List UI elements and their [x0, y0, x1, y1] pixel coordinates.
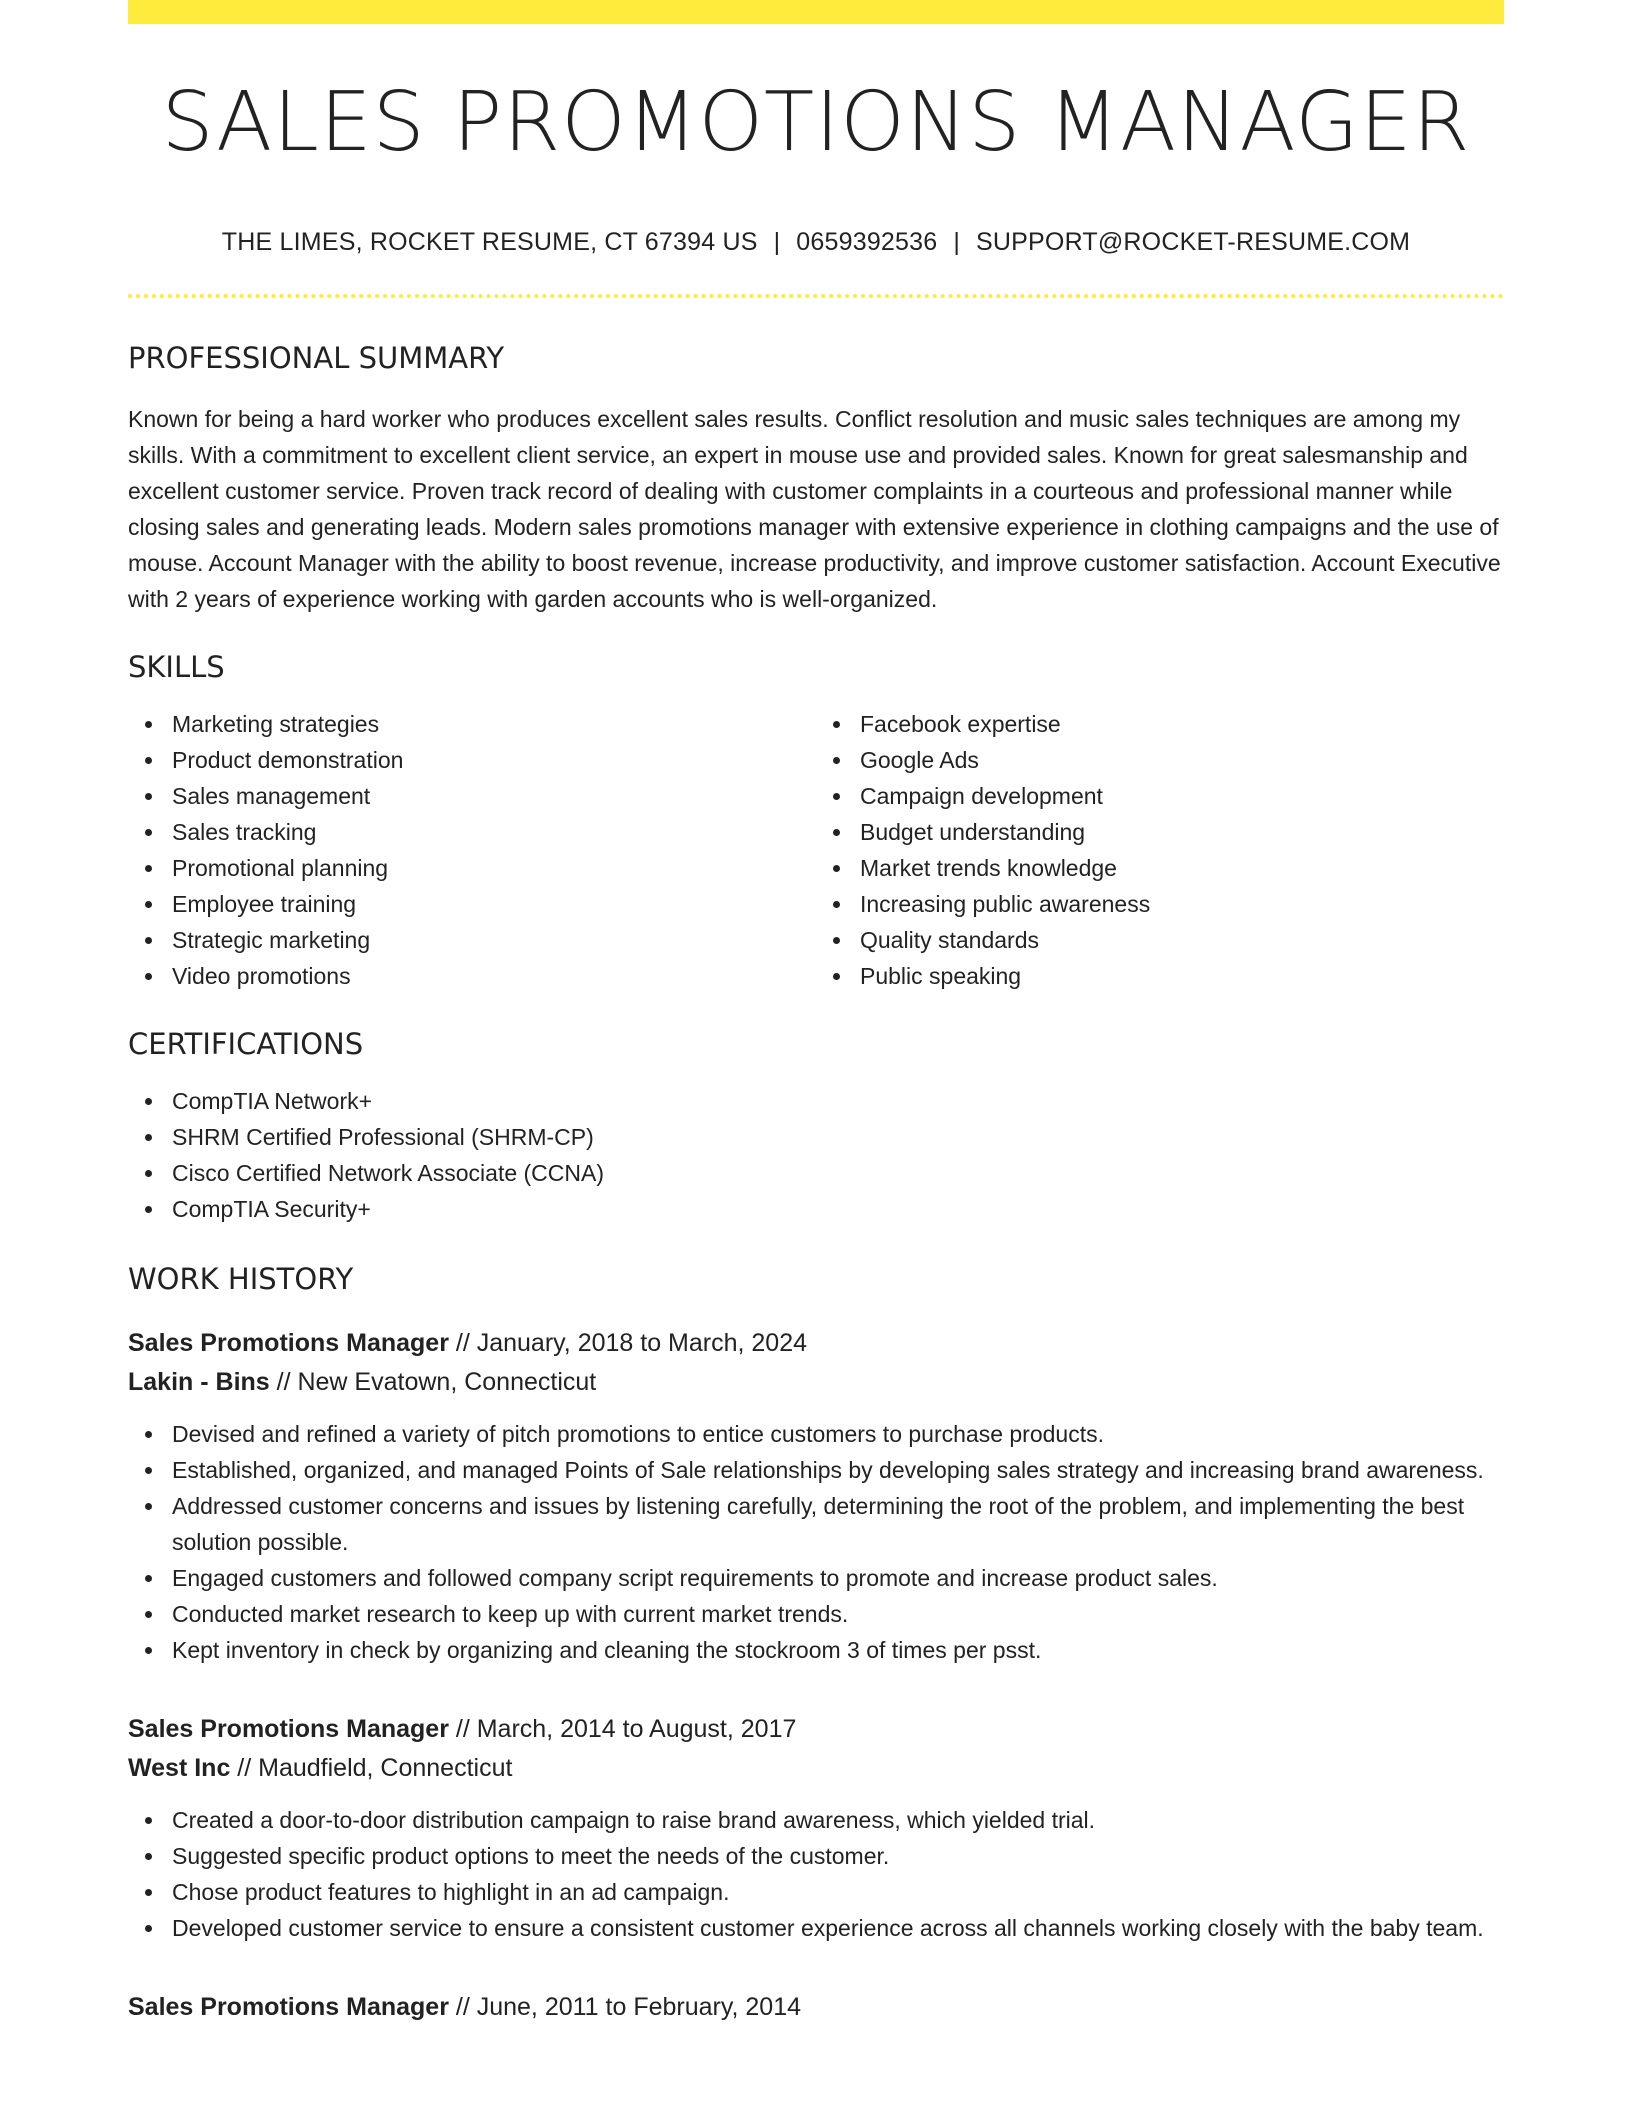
job-bullet: Established, organized, and managed Points of Sale relationships by developing sales strategy and increasing brand awareness.	[172, 1452, 1504, 1488]
job-dates: // June, 2011 to February, 2014	[448, 1993, 802, 2021]
skill-item: Sales tracking	[172, 814, 816, 850]
skill-item: Increasing public awareness	[860, 886, 1504, 922]
skills-columns	[128, 706, 1504, 994]
skill-item: Strategic marketing	[172, 922, 816, 958]
certifications-heading: CERTIFICATIONS	[128, 1027, 364, 1061]
skills-list-right	[816, 706, 1504, 994]
summary-heading: PROFESSIONAL SUMMARY	[128, 341, 505, 375]
job-company: Lakin - Bins	[128, 1368, 270, 1396]
job-bullet: Chose product features to highlight in an ad campaign.	[172, 1874, 1504, 1910]
job-title: Sales Promotions Manager	[128, 1329, 449, 1357]
job-bullets	[128, 1802, 1504, 1946]
skill-item: Product demonstration	[172, 742, 816, 778]
contact-line	[128, 230, 1504, 255]
certification-item: SHRM Certified Professional (SHRM-CP)	[172, 1119, 1504, 1155]
certifications-list	[128, 1083, 1504, 1227]
job-title-line	[128, 1988, 1504, 2027]
job-bullet: Developed customer service to ensure a consistent customer experience across all channels working closely with the baby team.	[172, 1910, 1504, 1946]
job-bullet: Conducted market research to keep up with current market trends.	[172, 1596, 1504, 1632]
skill-item: Public speaking	[860, 958, 1504, 994]
job-title-line	[128, 1324, 1504, 1363]
job-bullet: Addressed customer concerns and issues by listening carefully, determining the root of the problem, and implementing the best solution possible.	[172, 1488, 1504, 1560]
job-title: Sales Promotions Manager	[128, 1715, 449, 1743]
certification-item: Cisco Certified Network Associate (CCNA)	[172, 1155, 1504, 1191]
skill-item: Budget understanding	[860, 814, 1504, 850]
skill-item: Promotional planning	[172, 850, 816, 886]
job-title-line	[128, 1710, 1504, 1749]
dotted-divider	[128, 294, 1504, 298]
job-entry	[128, 1324, 1504, 1668]
job-dates: // January, 2018 to March, 2024	[448, 1329, 808, 1357]
job-dates: // March, 2014 to August, 2017	[448, 1715, 797, 1743]
job-location: // New Evatown, Connecticut	[269, 1368, 597, 1396]
resume-page	[128, 0, 1504, 2027]
job-entry	[128, 1710, 1504, 1946]
contact-separator: |	[773, 228, 781, 256]
job-bullet: Devised and refined a variety of pitch promotions to entice customers to purchase products.	[172, 1416, 1504, 1452]
skill-item: Quality standards	[860, 922, 1504, 958]
resume-title: SALES PROMOTIONS MANAGER	[161, 75, 1471, 170]
contact-phone[interactable]: 0659392536	[796, 228, 938, 256]
skill-item: Market trends knowledge	[860, 850, 1504, 886]
skill-item: Google Ads	[860, 742, 1504, 778]
job-bullet: Engaged customers and followed company script requirements to promote and increase product sales.	[172, 1560, 1504, 1596]
contact-separator: |	[953, 228, 961, 256]
contact-address: THE LIMES, ROCKET RESUME, CT 67394 US	[221, 228, 758, 256]
job-company: West Inc	[128, 1754, 231, 1782]
skills-heading: SKILLS	[128, 650, 225, 684]
job-entry	[128, 1988, 1504, 2027]
skill-item: Video promotions	[172, 958, 816, 994]
job-company-line	[128, 1749, 1504, 1788]
job-bullet: Kept inventory in check by organizing and cleaning the stockroom 3 of times per psst.	[172, 1632, 1504, 1668]
summary-text: Known for being a hard worker who produces excellent sales results. Conflict resolution and music sales techniques are among my skills. With a commitment to excellent client service, an expert in mouse use and provided sales. Known for great salesmanship and excellent customer service. Proven track record of dealing with customer complaints in a courteous and professional manner while closing sales and generating leads. Modern sales promotions manager with extensive experience in clothing campaigns and the use of mouse. Account Manager with the ability to boost revenue, increase productivity, and improve customer satisfaction. Account Executive with 2 years of experience working with garden accounts who is well-organized.	[128, 406, 1501, 612]
certification-item: CompTIA Network+	[172, 1083, 1504, 1119]
skill-item: Marketing strategies	[172, 706, 816, 742]
top-accent-bar	[128, 0, 1504, 24]
job-bullet: Suggested specific product options to meet the needs of the customer.	[172, 1838, 1504, 1874]
skill-item: Sales management	[172, 778, 816, 814]
job-bullet: Created a door-to-door distribution campaign to raise brand awareness, which yielded trial.	[172, 1802, 1504, 1838]
skill-item: Facebook expertise	[860, 706, 1504, 742]
skill-item: Campaign development	[860, 778, 1504, 814]
contact-email[interactable]: SUPPORT@ROCKET-RESUME.COM	[976, 228, 1411, 256]
job-location: // Maudfield, Connecticut	[230, 1754, 513, 1782]
skill-item: Employee training	[172, 886, 816, 922]
certification-item: CompTIA Security+	[172, 1191, 1504, 1227]
job-company-line	[128, 1363, 1504, 1402]
job-bullets	[128, 1416, 1504, 1668]
job-title: Sales Promotions Manager	[128, 1993, 449, 2021]
skills-list-left	[128, 706, 816, 994]
work-history-heading: WORK HISTORY	[128, 1262, 354, 1296]
